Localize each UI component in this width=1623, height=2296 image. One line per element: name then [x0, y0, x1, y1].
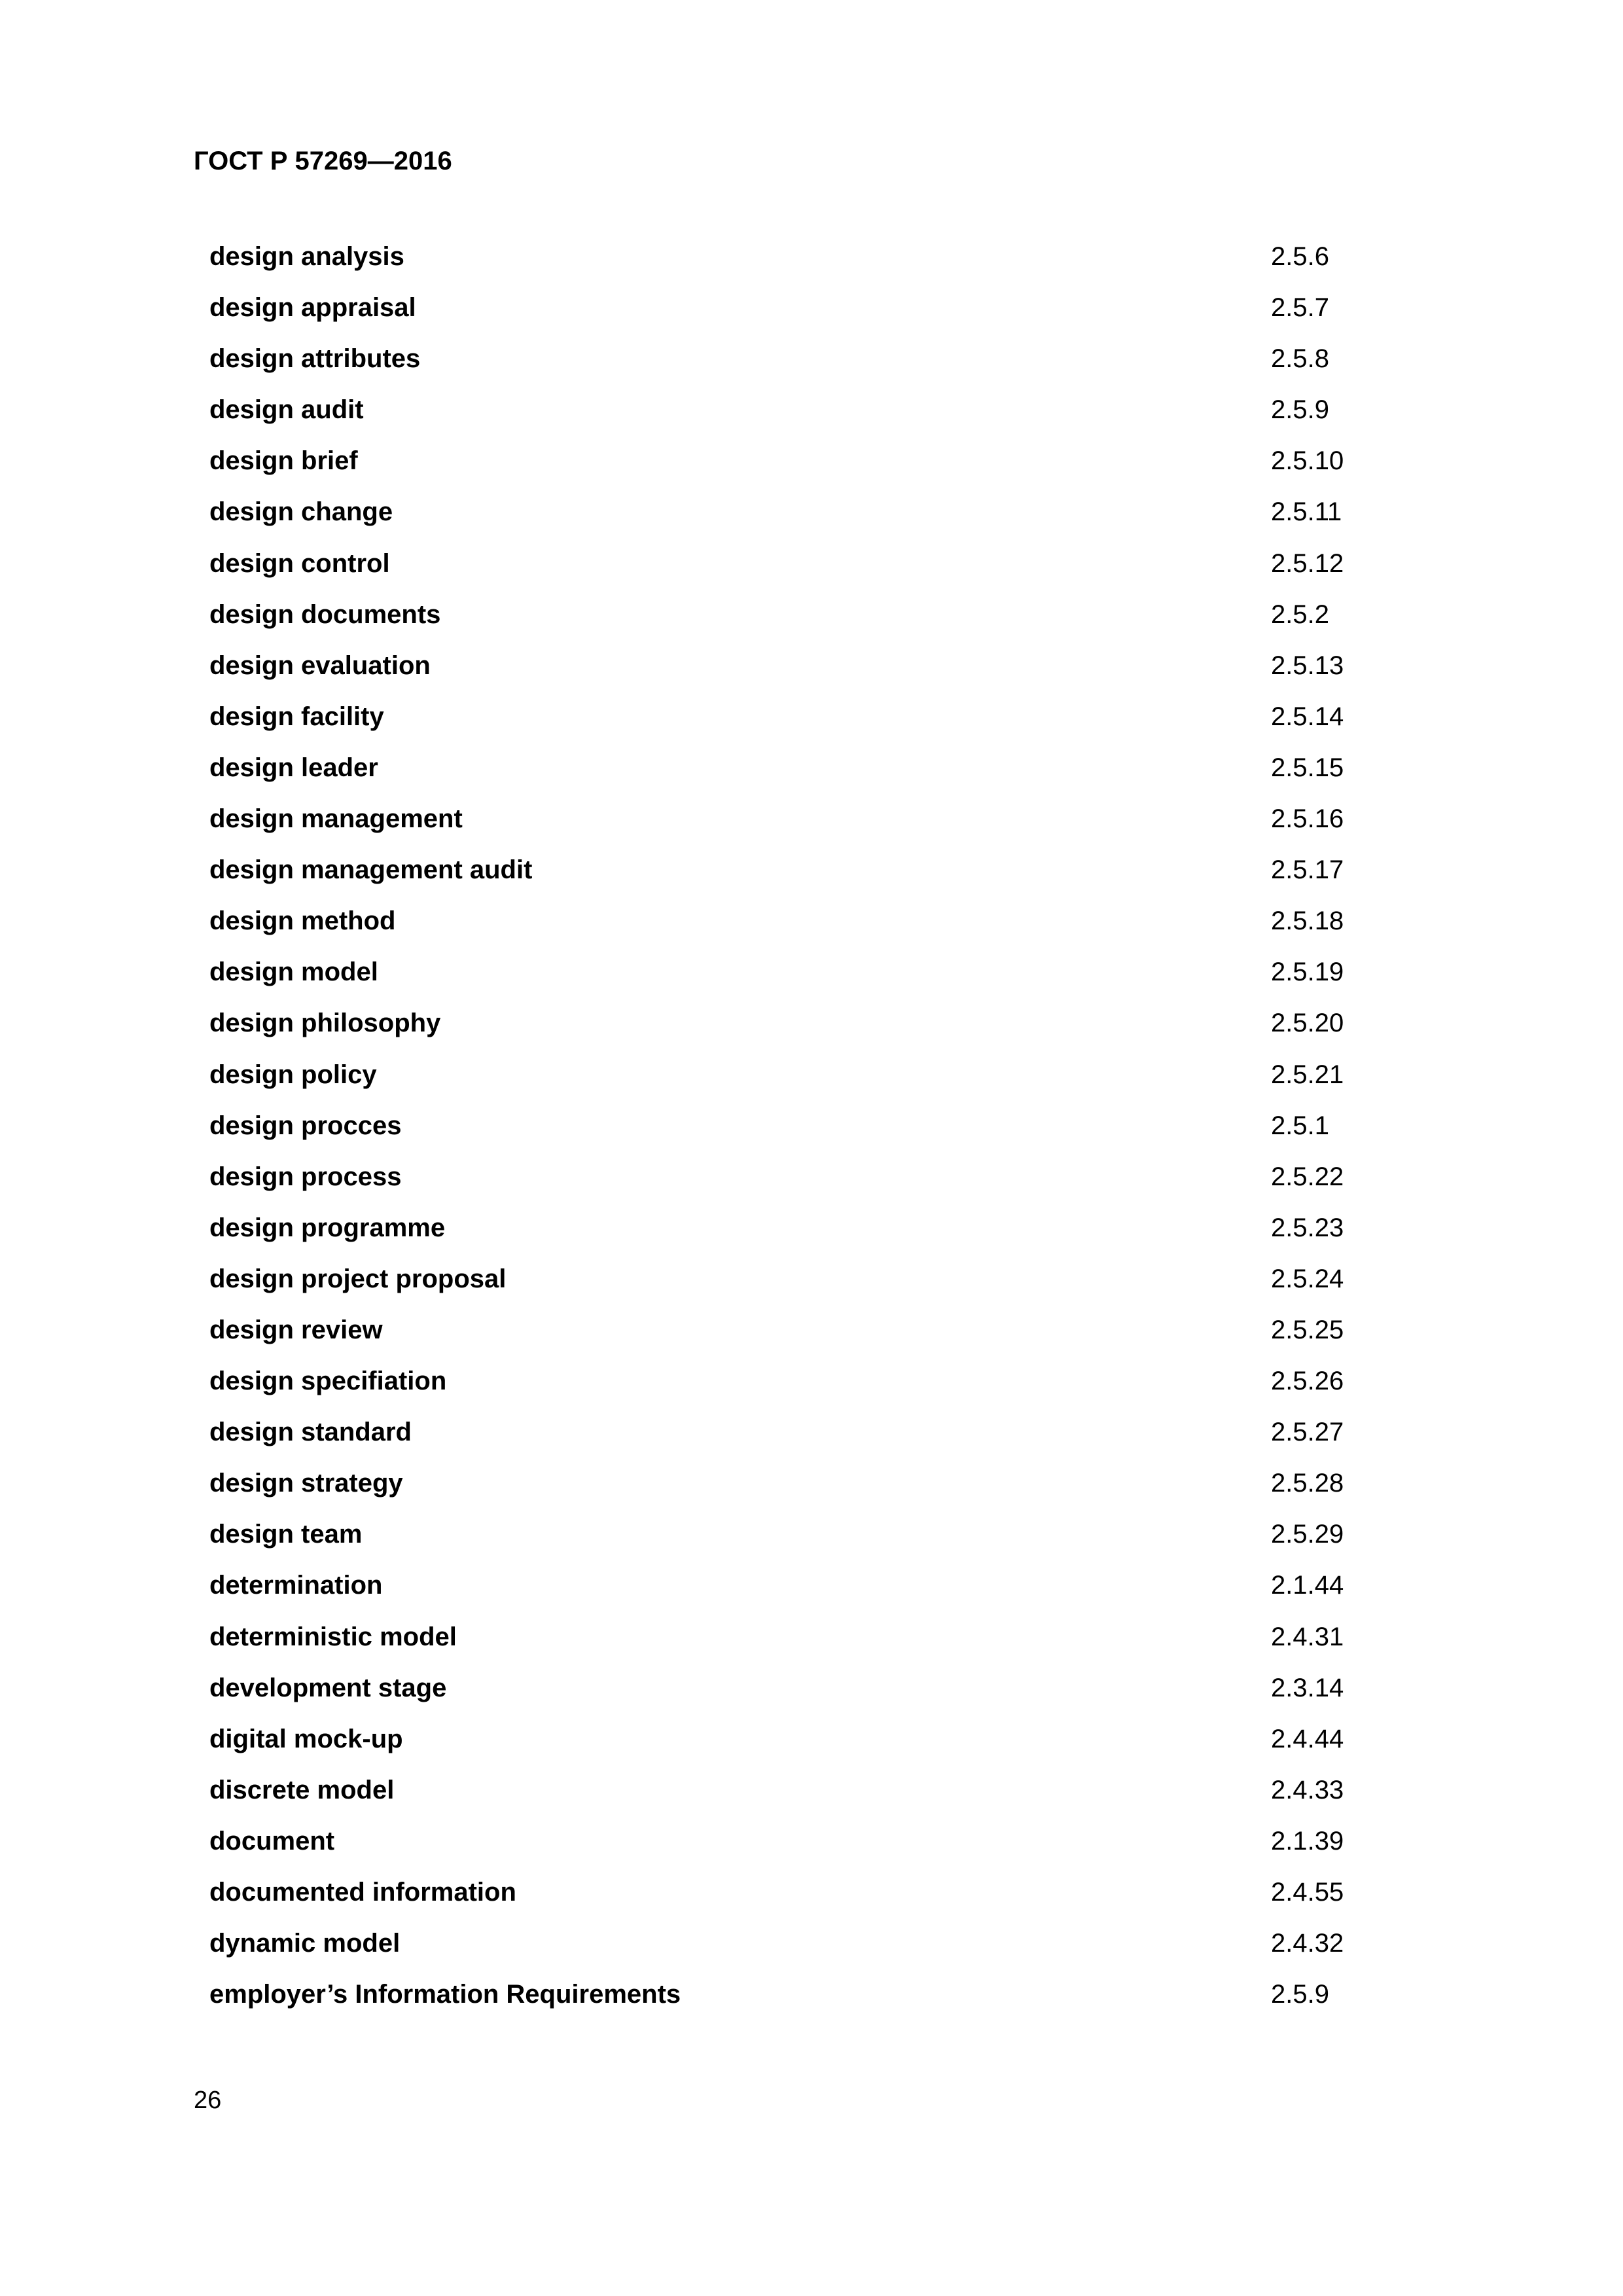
index-reference: 2.5.9 [1271, 1980, 1329, 2009]
index-term: employer’s Information Requirements [209, 1980, 681, 2009]
index-reference: 2.1.39 [1271, 1826, 1344, 1856]
index-reference: 2.5.29 [1271, 1520, 1344, 1549]
index-row [209, 956, 1387, 1007]
index-reference: 2.5.11 [1271, 497, 1342, 527]
index-row [209, 1365, 1387, 1416]
index-term: discrete model [209, 1775, 395, 1804]
index-row [209, 854, 1387, 905]
index-row [209, 1723, 1387, 1774]
index-term: deterministic model [209, 1622, 457, 1651]
index-term: design management [209, 804, 463, 834]
index-term: design process [209, 1162, 402, 1191]
index-row [209, 1979, 1387, 2030]
index-row [209, 548, 1387, 599]
page-number: 26 [194, 2087, 222, 2114]
index-reference: 2.5.2 [1271, 600, 1329, 629]
index-term: design policy [209, 1060, 377, 1089]
index-reference: 2.4.33 [1271, 1775, 1344, 1804]
index-reference: 2.5.8 [1271, 344, 1329, 374]
index-reference: 2.5.9 [1271, 395, 1329, 425]
index-term: design model [209, 958, 378, 987]
index-term: design review [209, 1315, 383, 1344]
index-reference: 2.5.16 [1271, 804, 1344, 834]
index-term: digital mock-up [209, 1724, 403, 1753]
index-term: dynamic model [209, 1929, 401, 1958]
index-reference: 2.5.23 [1271, 1213, 1344, 1242]
index-row [209, 1416, 1387, 1467]
index-row [209, 599, 1387, 650]
index-reference: 2.4.44 [1271, 1724, 1344, 1753]
index-term: design analysis [209, 242, 404, 271]
index-row [209, 241, 1387, 292]
index-row [209, 445, 1387, 496]
index-term: design method [209, 906, 396, 936]
index-reference: 2.5.28 [1271, 1469, 1344, 1498]
index-term: documented information [209, 1878, 516, 1907]
index-row [209, 1059, 1387, 1110]
index-reference: 2.5.27 [1271, 1418, 1344, 1447]
index-row [209, 343, 1387, 394]
index-reference: 2.5.22 [1271, 1162, 1344, 1191]
index-row [209, 1007, 1387, 1058]
index-term: design documents [209, 600, 441, 629]
index-reference: 2.4.31 [1271, 1622, 1344, 1651]
index-reference: 2.5.1 [1271, 1111, 1329, 1140]
index-row [209, 1774, 1387, 1825]
index-term: determination [209, 1571, 383, 1600]
index-row [209, 1212, 1387, 1263]
index-row [209, 1110, 1387, 1161]
index-row [209, 1570, 1387, 1621]
index-reference: 2.5.20 [1271, 1009, 1344, 1038]
index-term: design audit [209, 395, 364, 425]
standard-code-header: ГОСТ Р 57269—2016 [194, 147, 452, 175]
index-reference: 2.5.25 [1271, 1315, 1344, 1344]
index-reference: 2.5.21 [1271, 1060, 1344, 1089]
index-term: design project proposal [209, 1264, 507, 1293]
index-term: design philosophy [209, 1009, 441, 1038]
index-reference: 2.5.18 [1271, 906, 1344, 936]
index-reference: 2.5.7 [1271, 293, 1329, 323]
index-term: design leader [209, 753, 378, 782]
index-reference: 2.5.17 [1271, 855, 1344, 885]
index-reference: 2.5.24 [1271, 1264, 1344, 1293]
index-reference: 2.3.14 [1271, 1673, 1344, 1702]
index-row [209, 1928, 1387, 1979]
index-term: development stage [209, 1673, 447, 1702]
index-term: design brief [209, 446, 358, 476]
index-term: design strategy [209, 1469, 403, 1498]
index-term: design management audit [209, 855, 533, 885]
index-row [209, 292, 1387, 343]
term-index-list [209, 241, 1387, 2030]
index-row [209, 1263, 1387, 1314]
index-reference: 2.5.14 [1271, 702, 1344, 731]
index-row [209, 394, 1387, 445]
index-reference: 2.4.55 [1271, 1878, 1344, 1907]
index-reference: 2.5.10 [1271, 446, 1344, 476]
index-reference: 2.5.15 [1271, 753, 1344, 782]
index-term: design team [209, 1520, 363, 1549]
index-term: design attributes [209, 344, 421, 374]
index-reference: 2.1.44 [1271, 1571, 1344, 1600]
index-row [209, 1825, 1387, 1876]
index-row [209, 650, 1387, 701]
index-row [209, 803, 1387, 854]
index-row [209, 1876, 1387, 1928]
index-term: design change [209, 497, 393, 527]
index-term: document [209, 1826, 335, 1856]
index-term: design standard [209, 1418, 412, 1447]
index-row [209, 1672, 1387, 1723]
index-row [209, 1314, 1387, 1365]
index-reference: 2.5.19 [1271, 958, 1344, 987]
index-row [209, 701, 1387, 752]
index-row [209, 1161, 1387, 1212]
index-row [209, 1467, 1387, 1518]
index-term: design programme [209, 1213, 446, 1242]
index-row [209, 1518, 1387, 1570]
index-row [209, 905, 1387, 956]
index-term: design appraisal [209, 293, 416, 323]
index-row [209, 752, 1387, 803]
index-row [209, 496, 1387, 547]
index-term: design evaluation [209, 651, 431, 680]
index-term: design specifiation [209, 1367, 447, 1396]
index-term: design control [209, 548, 390, 578]
index-term: design facility [209, 702, 384, 731]
index-reference: 2.5.12 [1271, 548, 1344, 578]
index-reference: 2.5.6 [1271, 242, 1329, 271]
index-reference: 2.4.32 [1271, 1929, 1344, 1958]
index-row [209, 1621, 1387, 1672]
index-term: design procces [209, 1111, 402, 1140]
index-reference: 2.5.26 [1271, 1367, 1344, 1396]
index-reference: 2.5.13 [1271, 651, 1344, 680]
